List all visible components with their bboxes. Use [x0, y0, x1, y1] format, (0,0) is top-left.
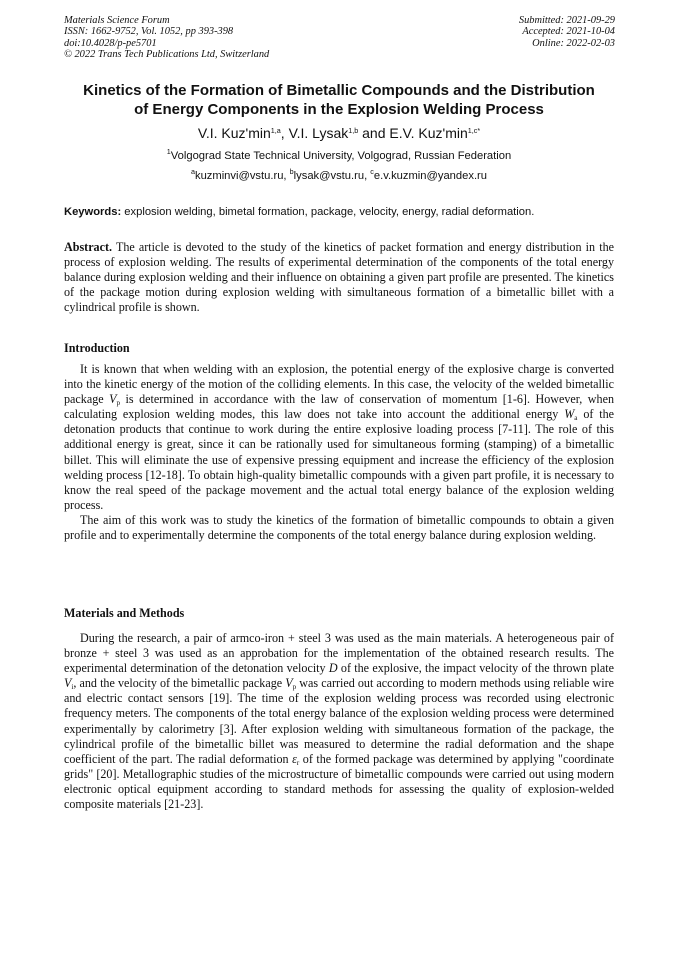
- email-a[interactable]: kuzminvi@vstu.ru: [194, 170, 284, 182]
- introduction-heading: Introduction: [64, 341, 130, 355]
- text-run: of the explosive, the impact velocity of the thrown plate: [337, 661, 614, 676]
- author-list: [40, 125, 638, 141]
- author-emails: $^a$kuzminvi@vstu.ru, $^b$lysak@vstu.ru, $^c$e.v.kuzmin@yandex.ru: [190, 167, 488, 182]
- symbol-v: V: [285, 676, 293, 691]
- methods-paragraph-1: [64, 631, 614, 812]
- email-marker: b: [289, 167, 294, 176]
- affiliation-marker: 1: [166, 147, 171, 156]
- affiliation: [40, 149, 638, 163]
- keywords-label: Keywords:: [64, 206, 122, 218]
- abstract: [64, 240, 614, 315]
- journal-doi: doi:10.4028/p-pe5701: [64, 37, 157, 49]
- author-1-affil: 1,a: [270, 126, 281, 135]
- symbol-subscript: r: [296, 758, 300, 767]
- symbol-epsilon: ε: [292, 751, 297, 766]
- author-2: V.I. Lysak: [288, 125, 349, 141]
- keywords: [64, 205, 624, 219]
- symbol-subscript: a: [574, 414, 578, 423]
- journal-issn: ISSN: 1662-9752, Vol. 1052, pp 393-398: [64, 26, 234, 38]
- email-marker: c: [370, 167, 374, 176]
- symbol-subscript: p: [116, 399, 121, 408]
- author-separator: and: [358, 125, 390, 141]
- keywords-text: explosion welding, bimetal formation, package, velocity, energy, radial deformation.: [121, 206, 535, 218]
- abstract-text: The article is devoted to the study of the kinetics of packet formation and energy distribution in the process of explosion welding. The results of experimental determination of the components of the total energy balance during explosion welding and their influence on obtaining a given part profile are presented. The kinetics of the package motion during explosion welding with simultaneous formation of a bimetallic billet with a cylindrical profile is shown.: [64, 240, 614, 315]
- symbol-d: D: [328, 661, 338, 676]
- journal-header: [64, 15, 269, 60]
- symbol-w: W: [564, 407, 575, 422]
- introduction-body: [64, 362, 614, 543]
- journal-copyright: © 2022 Trans Tech Publications Ltd, Switzerland: [64, 48, 270, 60]
- title-line-1: Kinetics of the Formation of Bimetallic Compounds and the Distribution: [83, 82, 595, 99]
- text-run: During the research, a pair of armco-iron + steel 3 was used as the main materials. A heterogeneous pair of bronze + steel 3 was used as an approbation for the implementation of the obtained research results. The experimental determination of the detonation velocity: [64, 631, 614, 676]
- text-run: of the formed package was determined by applying "coordinate grids" [20]. Metallographic studies of the microstructure of bimetallic compounds were carried out using modern electronic optical equipment according to standard methods for assessing the quality of explosion-welded composite materials [21-23].: [64, 751, 614, 812]
- text-run: of the detonation products that continue to work during the entire explosive loading process [7-11]. The role of this additional energy is great, since it can be rationally used for simultaneous forming (stamping) of a bimetallic billet. This will eliminate the use of expensive pressing equipment and increase the efficiency of the explosion welding process [12-18]. To obtain high-quality bimetallic compounds with a given part profile, it is necessary to know the real speed of the package movement and the actual total energy balance of the explosion welding process.: [64, 407, 614, 512]
- date-accepted: Accepted: 2021-10-04: [522, 26, 615, 38]
- symbol-v: V: [64, 676, 72, 691]
- methods-heading: Materials and Methods: [64, 606, 185, 620]
- email-b[interactable]: lysak@vstu.ru: [293, 170, 365, 182]
- abstract-label: Abstract.: [64, 240, 113, 254]
- text-run: is determined in accordance with the law of conservation of momentum [1-6]. However, when calculating explosion welding modes, this law does not take into account the additional energy: [64, 392, 614, 422]
- author-3: E.V. Kuz'min: [389, 125, 468, 141]
- date-online: Online: 2022-02-03: [532, 37, 615, 49]
- text-run: , and the velocity of the bimetallic package: [73, 676, 286, 691]
- author-separator: ,: [280, 125, 289, 141]
- date-submitted: Submitted: 2021-09-29: [518, 15, 615, 26]
- author-3-affil: 1,c*: [467, 126, 481, 135]
- author-2-affil: 1,b: [348, 126, 359, 135]
- methods-body: [64, 631, 614, 812]
- email-c[interactable]: e.v.kuzmin@yandex.ru: [373, 170, 488, 182]
- symbol-subscript: p: [292, 683, 297, 692]
- symbol-v: V: [109, 392, 117, 407]
- email-marker: a: [190, 167, 195, 176]
- introduction-paragraph-1: [64, 362, 614, 513]
- introduction-paragraph-2: The aim of this work was to study the kinetics of the formation of bimetallic compounds to obtain a given profile and to experimentally determine the components of the total energy balance during explosion welding.: [64, 512, 614, 543]
- paper-title: [50, 81, 628, 119]
- journal-name: Materials Science Forum: [64, 15, 170, 26]
- text-run: was carried out according to modern methods using reliable wire and electric contact sensors [19]. The time of the explosion welding process was recorded using electronic frequency meters. The components of the total energy balance of the explosion welding process were determined experimentally by calorimetry [3]. After explosion welding with simultaneous formation of the package, the cylindrical profile of the bimetallic billet was measured to determine the radial deformation and the shape coefficient of the part. The radial deformation: [64, 676, 614, 766]
- text-run: It is known that when welding with an explosion, the potential energy of the explosive charge is converted into the kinetic energy of the motion of the colliding elements. In this case, the velocity of the welded bimetallic package: [64, 362, 614, 407]
- symbol-subscript: i: [71, 683, 74, 692]
- affiliation-text: Volgograd State Technical University, Volgograd, Russian Federation: [170, 150, 512, 162]
- dates-header: [519, 15, 615, 49]
- author-1: V.I. Kuz'min: [197, 125, 271, 141]
- title-line-2: of Energy Components in the Explosion Welding Process: [134, 101, 544, 118]
